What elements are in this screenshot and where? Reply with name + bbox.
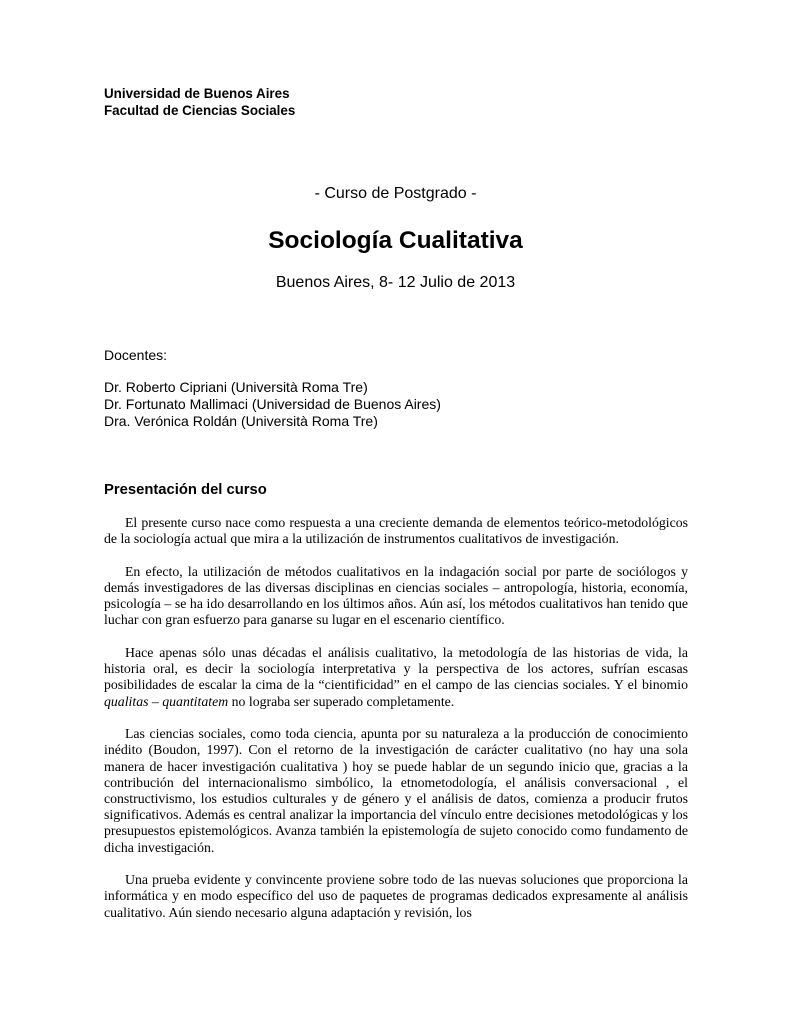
body-text: [104, 515, 688, 921]
section-title: Presentación del curso: [104, 482, 267, 498]
course-title: Sociología Cualitativa: [268, 227, 523, 254]
institution-header: [104, 85, 295, 119]
docente-item: Dra. Verónica Roldán (Università Roma Tre): [104, 413, 378, 429]
paragraph-3: [104, 645, 688, 710]
docente-item: Dr. Fortunato Mallimaci (Universidad de Buenos Aires): [104, 396, 441, 412]
faculty-name: Facultad de Ciencias Sociales: [104, 103, 296, 118]
paragraph-1: El presente curso nace como respuesta a una creciente demanda de elementos teórico-metodológicos de la sociología actual que mira a la utilización de instrumentos cualitativos de investigación.: [104, 515, 688, 547]
paragraph-3-italic: qualitas – quantitatem: [104, 693, 229, 709]
university-name: Universidad de Buenos Aires: [104, 86, 290, 101]
course-type: - Curso de Postgrado -: [314, 185, 477, 202]
course-location-date: Buenos Aires, 8- 12 Julio de 2013: [275, 274, 516, 291]
docentes-label: Docentes:: [104, 347, 168, 363]
docentes-list: [104, 379, 441, 430]
paragraph-3-end: no lograba ser superado completamente.: [228, 693, 455, 709]
docente-item: Dr. Roberto Cipriani (Università Roma Tre): [104, 379, 368, 395]
paragraph-3-start: Hace apenas sólo unas décadas el análisis cualitativo, la metodología de las historias de vida, la historia oral, es decir la sociología interpretativa y la perspectiva de los actores, sufrían escasas posibilidades de escalar la cima de la “cientificidad” en el campo de las ciencias sociales. Y el binomio: [104, 645, 688, 693]
paragraph-4: Las ciencias sociales, como toda ciencia, apunta por su naturaleza a la producción de conocimiento inédito (Boudon, 1997). Con el retorno de la investigación de carácter cualitativo (no hay una sola manera de hacer investigación cualitativa ) hoy se puede hablar de un segundo inicio que, gracias a la contribución del internacionalismo simbólico, la etnometodología, el análisis conversacional , el constructivismo, los estudios culturales y de género y el análisis de datos, comienza a producir frutos significativos. Además es central analizar la importancia del vínculo entre decisiones metodológicas y los presupuestos epistemológicos. Avanza también la epistemología de sujeto conocido como fundamento de dicha investigación.: [104, 726, 688, 855]
paragraph-5: Una prueba evidente y convincente proviene sobre todo de las nuevas soluciones que proporciona la informática y en modo específico del uso de paquetes de programas dedicados expresamente al análisis cualitativo. Aún siendo necesario alguna adaptación y revisión, los: [104, 872, 688, 920]
paragraph-2: En efecto, la utilización de métodos cualitativos en la indagación social por parte de sociólogos y demás investigadores de las diversas disciplinas en ciencias sociales – antropología, historia, economía, psicología – se ha ido desarrollando en los últimos años. Aún así, los métodos cualitativos han tenido que luchar con gran esfuerzo para ganarse su lugar en el escenario científico.: [104, 563, 688, 628]
